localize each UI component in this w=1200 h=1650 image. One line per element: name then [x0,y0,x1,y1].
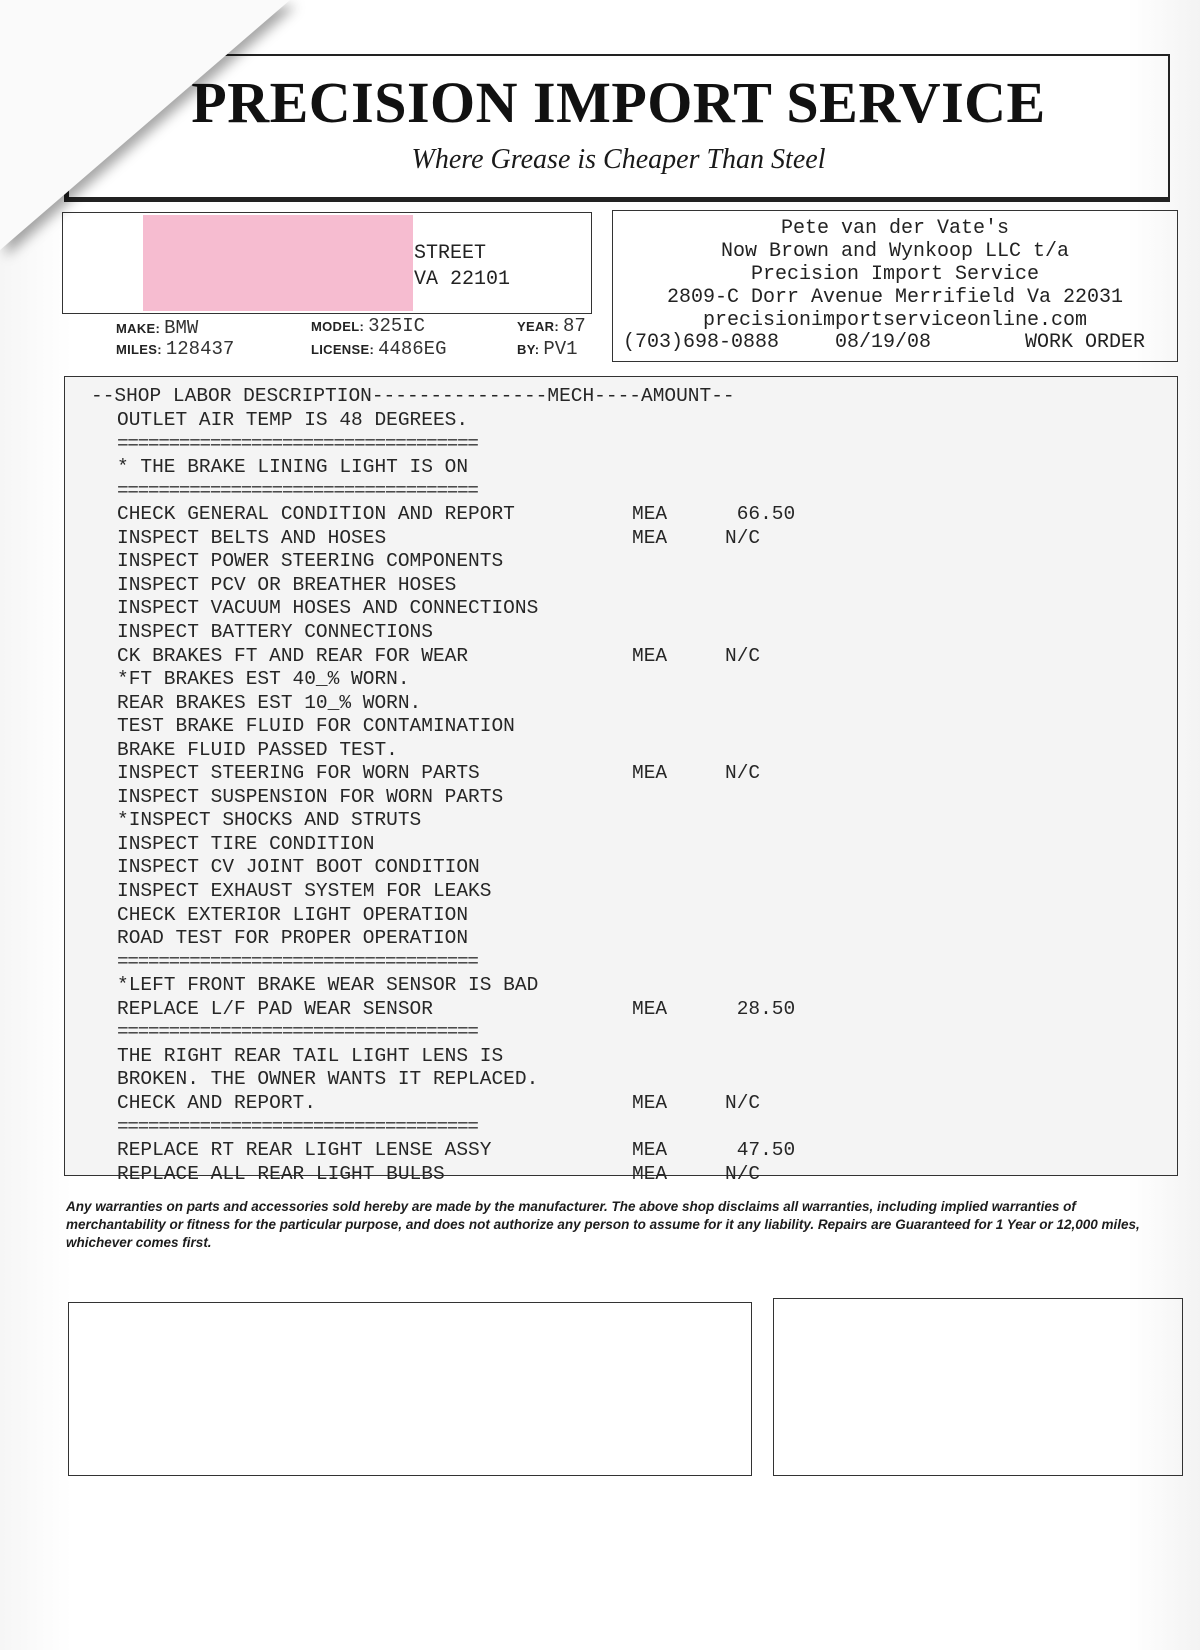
labor-description: CHECK GENERAL CONDITION AND REPORT [117,503,515,526]
customer-address-street: STREET [414,242,487,265]
shop-website: precisionimportserviceonline.com [702,309,1088,332]
labor-amount: N/C [725,1162,761,1185]
labor-line [65,527,1177,551]
vehicle-year [517,315,586,337]
company-tagline: Where Grease is Cheaper Than Steel [411,144,826,175]
labor-mechanic: MEA [632,762,668,785]
labor-line [65,645,1177,669]
miles-label: MILES: [116,342,162,357]
miles-value: 128437 [165,338,235,360]
labor-separator [65,480,1177,504]
labor-line [65,692,1177,716]
labor-line [65,974,1177,998]
labor-separator [65,1021,1177,1045]
warranty-disclaimer: Any warranties on parts and accessories sold hereby are made by the manufacturer. The above shop disclaims all warranties, including implied warranties of merchantability or fitness for the particular purpose, and does not authorize any person to assume for it any liability. Repairs are Guaranteed for 1 Year or 12,000 miles, whichever comes first. [66,1199,1140,1250]
labor-line [65,833,1177,857]
labor-line [65,856,1177,880]
customer-address-city: VA 22101 [414,268,511,291]
labor-mechanic: MEA [632,503,668,526]
labor-description: *FT BRAKES EST 40_% WORN. [117,668,410,691]
make-value: BMW [164,317,199,339]
labor-mechanic: MEA [632,1091,668,1114]
labor-description: INSPECT CV JOINT BOOT CONDITION [117,856,480,879]
labor-separator [65,951,1177,975]
shop-trade-name: Precision Import Service [750,263,1040,286]
separator-rule: =================================== [117,1115,478,1138]
labor-line [65,1139,1177,1163]
labor-description: INSPECT SUSPENSION FOR WORN PARTS [117,785,504,808]
folded-page-corner [0,0,290,250]
labor-amount: N/C [725,526,761,549]
labor-line [65,550,1177,574]
labor-line [65,574,1177,598]
separator-rule: =================================== [117,479,478,502]
company-name: PRECISION IMPORT SERVICE [191,70,1046,135]
labor-line [65,786,1177,810]
labor-description: REAR BRAKES EST 10_% WORN. [117,691,422,714]
labor-description: INSPECT TIRE CONDITION [117,832,375,855]
labor-line [65,1068,1177,1092]
separator-rule: =================================== [117,950,478,973]
blank-box-right [773,1298,1183,1476]
model-label: MODEL: [311,319,365,334]
year-label: YEAR: [517,319,559,334]
labor-description: REPLACE RT REAR LIGHT LENSE ASSY [117,1139,492,1162]
vehicle-info [116,315,596,361]
labor-description: CHECK AND REPORT. [117,1091,316,1114]
shop-company-llc: Now Brown and Wynkoop LLC t/a [720,240,1070,263]
labor-description: *INSPECT SHOCKS AND STRUTS [117,809,422,832]
labor-line [65,1045,1177,1069]
vehicle-miles [116,338,234,360]
labor-description: REPLACE ALL REAR LIGHT BULBS [117,1162,445,1185]
labor-description: TEST BRAKE FLUID FOR CONTAMINATION [117,715,515,738]
labor-mechanic: MEA [632,997,668,1020]
labor-amount: N/C [725,762,761,785]
vehicle-by [517,338,578,360]
vehicle-license [311,338,447,360]
shop-owner: Pete van der Vate's [780,217,1010,240]
model-value: 325IC [368,315,426,337]
labor-amount: 66.50 [725,503,796,526]
labor-description: ROAD TEST FOR PROPER OPERATION [117,927,469,950]
shop-labor-box [64,376,1178,1185]
labor-description: INSPECT BATTERY CONNECTIONS [117,620,433,643]
labor-mechanic: MEA [632,1139,668,1162]
labor-line [65,1092,1177,1116]
labor-description: OUTLET AIR TEMP IS 48 DEGREES. [117,409,469,431]
labor-line [65,668,1177,692]
labor-description: INSPECT POWER STEERING COMPONENTS [117,550,504,573]
make-label: MAKE: [116,321,161,336]
labor-line [65,503,1177,527]
labor-amount: N/C [725,644,761,667]
labor-separator [65,1116,1177,1140]
labor-line [65,409,1177,433]
labor-line [65,1163,1177,1187]
labor-description: THE RIGHT REAR TAIL LIGHT LENS IS [117,1044,504,1067]
labor-amount: 28.50 [725,997,796,1020]
shop-address: 2809-C Dorr Avenue Merrifield Va 22031 [666,286,1124,309]
license-value: 4486EG [378,338,447,360]
labor-line [65,998,1177,1022]
blank-box-left [68,1302,752,1476]
labor-description: *LEFT FRONT BRAKE WEAR SENSOR IS BAD [117,974,539,997]
labor-description: BRAKE FLUID PASSED TEST. [117,738,398,761]
labor-line [65,739,1177,763]
labor-description: BROKEN. THE OWNER WANTS IT REPLACED. [117,1068,539,1091]
labor-line [65,880,1177,904]
vehicle-make [116,317,198,339]
shop-phone: (703)698-0888 [623,331,780,354]
labor-description: INSPECT BELTS AND HOSES [117,526,387,549]
labor-description: CHECK EXTERIOR LIGHT OPERATION [117,903,469,926]
labor-line [65,597,1177,621]
labor-amount: 47.50 [725,1139,796,1162]
labor-separator [65,433,1177,457]
by-value: PV1 [543,338,578,360]
document-type: WORK ORDER [1025,331,1146,354]
separator-rule: =================================== [117,1021,478,1044]
labor-line [65,621,1177,645]
labor-line [65,927,1177,951]
labor-description: REPLACE L/F PAD WEAR SENSOR [117,997,433,1020]
labor-mechanic: MEA [632,526,668,549]
labor-line [65,456,1177,480]
labor-line [65,904,1177,928]
work-order-date: 08/19/08 [835,331,932,354]
license-label: LICENSE: [311,342,375,357]
labor-amount: N/C [725,1091,761,1114]
labor-mechanic: MEA [632,1162,668,1185]
labor-description: INSPECT VACUUM HOSES AND CONNECTIONS [117,597,539,620]
labor-description: INSPECT STEERING FOR WORN PARTS [117,762,480,785]
labor-description: * THE BRAKE LINING LIGHT IS ON [117,456,469,479]
year-value: 87 [562,315,586,337]
shop-info-box [612,210,1178,362]
labor-mechanic: MEA [632,644,668,667]
labor-line [65,809,1177,833]
labor-column-header: --SHOP LABOR DESCRIPTION---------------MECH----AMOUNT-- [91,385,735,407]
labor-description: CK BRAKES FT AND REAR FOR WEAR [117,644,469,667]
separator-rule: =================================== [117,432,478,455]
by-label: BY: [517,342,540,357]
labor-description: INSPECT EXHAUST SYSTEM FOR LEAKS [117,880,492,902]
labor-line [65,762,1177,786]
labor-description: INSPECT PCV OR BREATHER HOSES [117,573,457,596]
vehicle-model [311,315,425,337]
labor-line [65,715,1177,739]
